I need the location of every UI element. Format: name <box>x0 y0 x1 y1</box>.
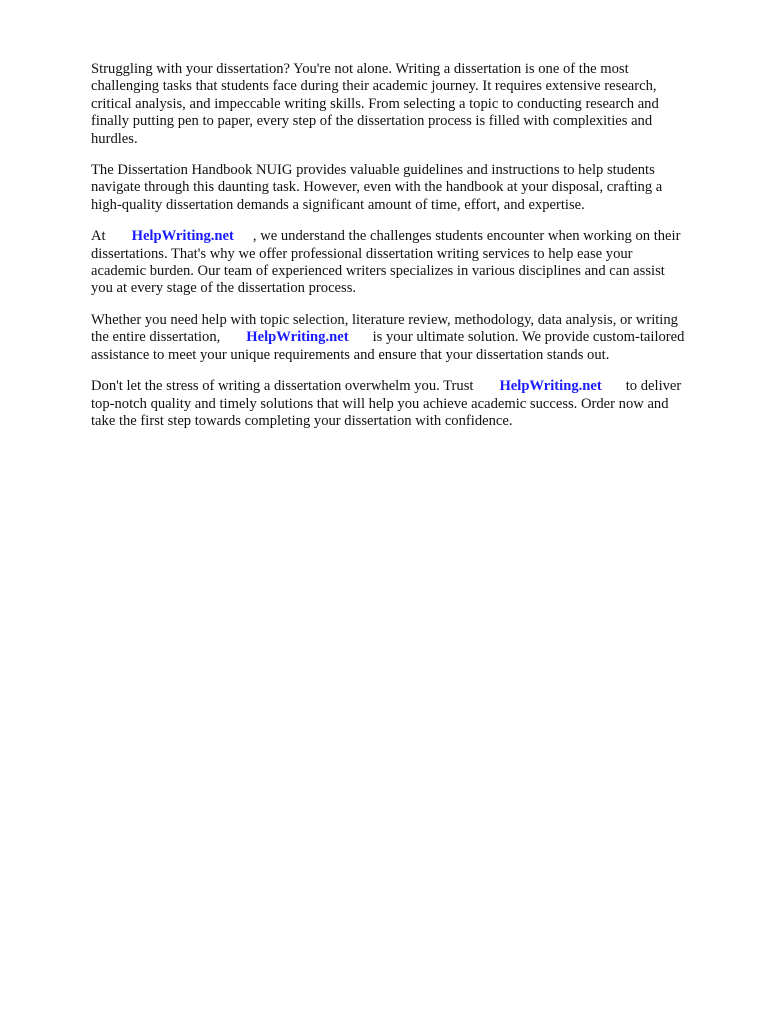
paragraph-help-options <box>91 312 721 364</box>
helpwriting-link[interactable]: HelpWriting.net <box>246 329 349 346</box>
paragraph-text: is your ultimate solution. We provide custom-tailored assistance to meet your unique requirements and ensure that your dissertation stands out. <box>91 329 685 363</box>
paragraph-text: At <box>91 228 106 245</box>
document-body <box>91 61 721 444</box>
paragraph-call-to-action <box>91 378 721 430</box>
helpwriting-link[interactable]: HelpWriting.net <box>131 228 234 245</box>
paragraph-handbook: The Dissertation Handbook NUIG provides valuable guidelines and instructions to help students navigate through this daunting task. However, even with the handbook at your disposal, crafting a high-quality dissertation demands a significant amount of time, effort, and expertise. <box>91 162 663 213</box>
paragraph-text: Whether you need help with topic selection, literature review, methodology, data analysis, or writing the entire dissertation, <box>91 311 678 346</box>
paragraph-intro: Struggling with your dissertation? You're not alone. Writing a dissertation is one of the most challenging tasks that students face during their academic journey. It requires extensive research, critical analysis, and impeccable writing skills. From selecting a topic to conducting research and finally putting pen to paper, every step of the dissertation process is filled with complexities and hurdles. <box>91 61 659 147</box>
paragraph-text: , we understand the challenges students encounter when working on their dissertations. That's why we offer professional dissertation writing services to help ease your academic burden. Our team of experienced writers specializes in various disciplines and can assist you at every stage of the dissertation process. <box>91 228 681 297</box>
helpwriting-link[interactable]: HelpWriting.net <box>499 378 602 395</box>
paragraph-about-service <box>91 228 721 298</box>
paragraph-text: to deliver top-notch quality and timely solutions that will help you achieve academic success. Order now and take the first step towards completing your dissertation with confidence. <box>91 378 682 429</box>
paragraph-text: Don't let the stress of writing a dissertation overwhelm you. Trust <box>91 378 474 395</box>
